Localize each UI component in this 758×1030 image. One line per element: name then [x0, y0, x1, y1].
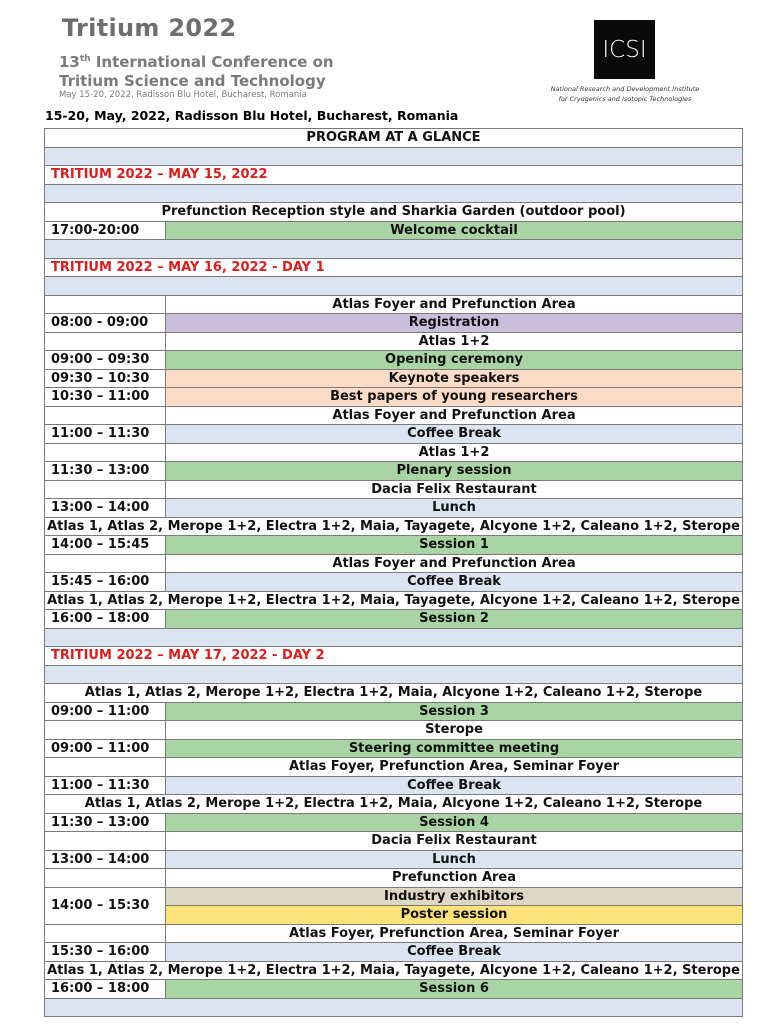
venue-cell: Atlas Foyer and Prefunction Area [166, 406, 743, 425]
table-row [45, 961, 743, 980]
table-row [45, 758, 743, 777]
table-row [45, 573, 743, 592]
spacer-row [45, 240, 743, 259]
table-row [45, 406, 743, 425]
time-cell: 09:30 – 10:30 [45, 369, 166, 388]
time-cell [45, 480, 166, 499]
event-cell: Coffee Break [166, 573, 743, 592]
table-row [45, 499, 743, 518]
event-cell: Lunch [166, 850, 743, 869]
spacer-row [45, 147, 743, 166]
table-row [45, 166, 743, 185]
conference-subtitle [59, 50, 334, 91]
table-row [45, 850, 743, 869]
table-row [45, 221, 743, 240]
time-cell: 11:30 – 13:00 [45, 813, 166, 832]
spacer-row [45, 665, 743, 684]
time-cell [45, 332, 166, 351]
time-cell: 11:00 – 11:30 [45, 425, 166, 444]
table-row [45, 517, 743, 536]
event-cell: Plenary session [166, 462, 743, 481]
venue-cell: Atlas 1+2 [166, 332, 743, 351]
venue-cell: Atlas Foyer and Prefunction Area [166, 554, 743, 573]
table-row [45, 554, 743, 573]
institute-line2: for Cryogenics and Isotopic Technologies [558, 95, 692, 103]
venue-cell: Atlas Foyer, Prefunction Area, Seminar Foyer [166, 924, 743, 943]
day-heading: TRITIUM 2022 – MAY 17, 2022 - DAY 2 [45, 647, 743, 666]
table-row [45, 610, 743, 629]
venue-cell: Atlas Foyer and Prefunction Area [166, 295, 743, 314]
institute-name [540, 84, 710, 104]
table-row [45, 702, 743, 721]
conference-title: Tritium 2022 [62, 14, 237, 42]
venue-cell: Prefunction Area [166, 869, 743, 888]
table-row [45, 129, 743, 148]
time-cell [45, 721, 166, 740]
time-cell [45, 758, 166, 777]
institute-line1: National Research and Development Institute [550, 85, 700, 93]
day-heading: TRITIUM 2022 – MAY 15, 2022 [45, 166, 743, 185]
table-row [45, 832, 743, 851]
time-cell: 10:30 – 11:00 [45, 388, 166, 407]
time-cell: 15:30 – 16:00 [45, 943, 166, 962]
venue-cell: Atlas 1, Atlas 2, Merope 1+2, Electra 1+2, Maia, Alcyone 1+2, Caleano 1+2, Sterope [45, 684, 743, 703]
time-cell: 15:45 – 16:00 [45, 573, 166, 592]
time-cell: 08:00 - 09:00 [45, 314, 166, 333]
time-cell [45, 869, 166, 888]
time-cell [45, 406, 166, 425]
event-cell: Session 3 [166, 702, 743, 721]
event-cell: Session 4 [166, 813, 743, 832]
table-row [45, 647, 743, 666]
table-row [45, 147, 743, 166]
venue-cell: Atlas 1, Atlas 2, Merope 1+2, Electra 1+2, Maia, Tayagete, Alcyone 1+2, Caleano 1+2, Sterope [45, 591, 743, 610]
venue-cell: Atlas 1+2 [166, 443, 743, 462]
venue-cell: Atlas 1, Atlas 2, Merope 1+2, Electra 1+2, Maia, Tayagete, Alcyone 1+2, Caleano 1+2, Sterope [45, 961, 743, 980]
time-cell [45, 443, 166, 462]
conference-place: May 15-20, 2022, Radisson Blu Hotel, Bucharest, Romania [59, 90, 307, 100]
event-cell: Opening ceremony [166, 351, 743, 370]
program-title: PROGRAM AT A GLANCE [45, 129, 743, 148]
venue-cell: Atlas Foyer, Prefunction Area, Seminar Foyer [166, 758, 743, 777]
table-row [45, 924, 743, 943]
table-row [45, 665, 743, 684]
table-row [45, 462, 743, 481]
time-cell [45, 924, 166, 943]
table-row [45, 739, 743, 758]
time-cell: 14:00 – 15:30 [45, 887, 166, 924]
table-row [45, 795, 743, 814]
table-row [45, 887, 743, 906]
time-cell: 13:00 – 14:00 [45, 850, 166, 869]
table-row [45, 295, 743, 314]
spacer-row [45, 628, 743, 647]
table-row [45, 369, 743, 388]
subtitle-line2: Tritium Science and Technology [59, 72, 326, 90]
time-cell: 14:00 – 15:45 [45, 536, 166, 555]
time-cell [45, 832, 166, 851]
time-cell: 16:00 – 18:00 [45, 610, 166, 629]
event-cell: Keynote speakers [166, 369, 743, 388]
time-cell: 17:00-20:00 [45, 221, 166, 240]
table-row [45, 998, 743, 1017]
table-row [45, 258, 743, 277]
subtitle-line1: International Conference on [90, 53, 334, 71]
program-table [44, 128, 743, 1017]
event-cell: Lunch [166, 499, 743, 518]
time-cell: 09:00 – 09:30 [45, 351, 166, 370]
table-row [45, 684, 743, 703]
event-cell: Session 2 [166, 610, 743, 629]
icsi-logo [594, 20, 655, 79]
subtitle-sup: th [79, 54, 91, 64]
event-cell: Session 6 [166, 980, 743, 999]
table-row [45, 628, 743, 647]
table-row [45, 443, 743, 462]
time-cell: 11:30 – 13:00 [45, 462, 166, 481]
event-cell: Coffee Break [166, 943, 743, 962]
day-heading: TRITIUM 2022 – MAY 16, 2022 - DAY 1 [45, 258, 743, 277]
spacer-row [45, 998, 743, 1017]
table-row [45, 388, 743, 407]
time-cell: 09:00 – 11:00 [45, 702, 166, 721]
table-row [45, 536, 743, 555]
event-cell: Welcome cocktail [166, 221, 743, 240]
venue-cell: Dacia Felix Restaurant [166, 480, 743, 499]
table-row [45, 980, 743, 999]
table-row [45, 943, 743, 962]
table-row [45, 721, 743, 740]
time-cell: 13:00 – 14:00 [45, 499, 166, 518]
table-row [45, 314, 743, 333]
time-cell: 11:00 – 11:30 [45, 776, 166, 795]
table-row [45, 184, 743, 203]
event-cell: Industry exhibitors [166, 887, 743, 906]
event-cell: Best papers of young researchers [166, 388, 743, 407]
table-row [45, 480, 743, 499]
event-cell: Coffee Break [166, 776, 743, 795]
time-cell: 09:00 – 11:00 [45, 739, 166, 758]
time-cell [45, 295, 166, 314]
venue-cell: Prefunction Reception style and Sharkia Garden (outdoor pool) [45, 203, 743, 222]
table-row [45, 351, 743, 370]
table-row [45, 332, 743, 351]
time-cell [45, 554, 166, 573]
time-cell: 16:00 – 18:00 [45, 980, 166, 999]
table-row [45, 425, 743, 444]
subtitle-ordinal: 13 [59, 53, 80, 71]
venue-cell: Atlas 1, Atlas 2, Merope 1+2, Electra 1+2, Maia, Tayagete, Alcyone 1+2, Caleano 1+2, Sterope [45, 517, 743, 536]
table-row [45, 813, 743, 832]
venue-cell: Dacia Felix Restaurant [166, 832, 743, 851]
spacer-row [45, 277, 743, 296]
event-cell: Coffee Break [166, 425, 743, 444]
event-cell: Session 1 [166, 536, 743, 555]
table-row [45, 203, 743, 222]
venue-cell: Atlas 1, Atlas 2, Merope 1+2, Electra 1+2, Maia, Alcyone 1+2, Caleano 1+2, Sterope [45, 795, 743, 814]
spacer-row [45, 184, 743, 203]
venue-cell: Sterope [166, 721, 743, 740]
table-row [45, 277, 743, 296]
logo-text: ICSI [602, 36, 647, 63]
date-line: 15-20, May, 2022, Radisson Blu Hotel, Bucharest, Romania [45, 108, 459, 123]
event-cell: Registration [166, 314, 743, 333]
table-row [45, 869, 743, 888]
table-row [45, 591, 743, 610]
event-cell: Poster session [166, 906, 743, 925]
table-row [45, 776, 743, 795]
table-row [45, 240, 743, 259]
event-cell: Steering committee meeting [166, 739, 743, 758]
